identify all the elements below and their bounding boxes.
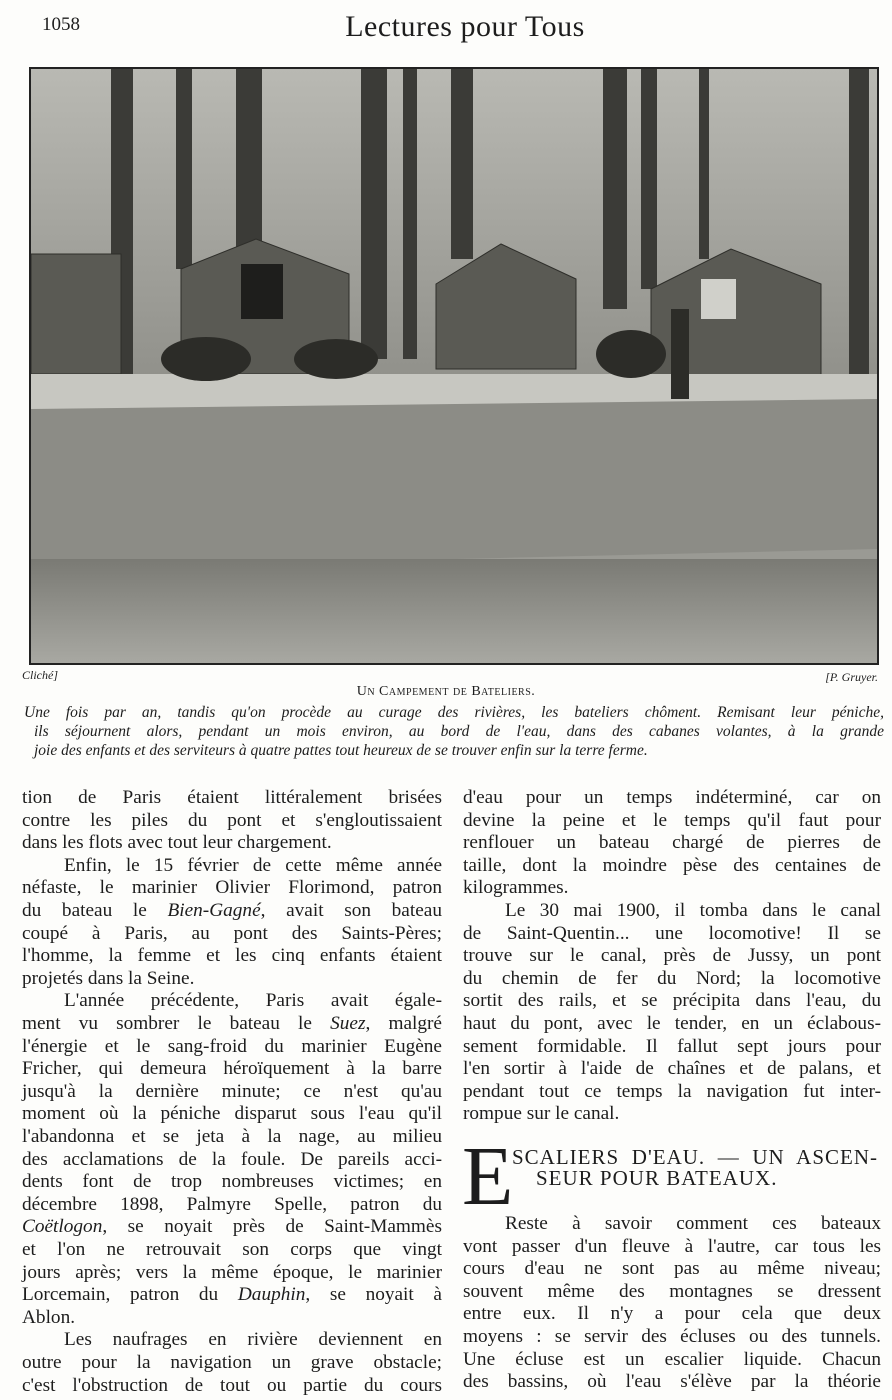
text-segment: kilogrammes. [463, 877, 569, 899]
text-line [22, 786, 442, 809]
text-segment: outre pour la navigation un grave obstacle; [22, 1352, 442, 1373]
text-segment: des bassins, où l'eau s'élève par la théorie [463, 1371, 881, 1393]
text-segment: , se noyait près de Saint-Mammès [102, 1216, 442, 1238]
text-line [64, 1328, 442, 1351]
text-segment: , malgré [365, 1013, 442, 1034]
text-segment: Fricher, qui demeura héroïquement à la barre [22, 1058, 442, 1080]
text-segment: cours d'eau ne sont pas au même niveau; [463, 1258, 881, 1280]
ship-name: Dauphin [237, 1284, 306, 1306]
ship-name: Bien-Gagné [167, 900, 261, 921]
text-line [22, 1057, 442, 1080]
text-segment: rompue sur le canal. [463, 1103, 620, 1125]
text-segment: l'énergie et le sang-froid du marinier Eugène [22, 1035, 442, 1057]
text-line [22, 876, 442, 899]
text-line [463, 1102, 881, 1125]
photograph-boatmen-camp [29, 67, 879, 665]
text-line [463, 1302, 881, 1325]
text-line [22, 1035, 442, 1058]
text-segment: L'année précédente, Paris avait égale- [64, 990, 442, 1012]
text-line [463, 1057, 881, 1080]
caption-line: joie des enfants et des serviteurs à quatre pattes tout heureux de se trouver enfin sur la terre ferme. [34, 742, 648, 759]
text-segment: moment où la péniche disparut sous l'eau qu'il [22, 1103, 442, 1125]
text-segment: haut du pont, avec le tender, en un éclabous- [463, 1013, 881, 1034]
section-heading-line: SCALIERS D'EAU. — UN ASCEN- [512, 1145, 878, 1169]
text-line [463, 1035, 881, 1058]
text-line [22, 1306, 442, 1329]
text-line [22, 1351, 442, 1374]
text-segment: pendant tout ce temps la navigation fut inter- [463, 1080, 881, 1102]
text-segment: entre eux. Il n'y a pour cela que deux [463, 1303, 881, 1325]
text-segment: Reste à savoir comment ces bateaux [505, 1213, 881, 1234]
text-line [463, 1325, 881, 1348]
photographer-credit: [P. Gruyer. [825, 670, 878, 684]
text-segment: moyens : se servir des écluses ou des tunnels. [463, 1326, 881, 1347]
text-segment: et l'on ne retrouvait son corps que vingt [22, 1239, 442, 1260]
ship-name: Suez [330, 1013, 366, 1034]
text-segment: décembre 1898, Palmyre Spelle, patron du [22, 1193, 442, 1215]
photo-illustration [31, 69, 877, 663]
text-line [463, 854, 881, 877]
text-line [463, 809, 881, 832]
text-segment: , avait son bateau [260, 900, 442, 921]
text-line [463, 989, 881, 1012]
drop-cap: E [462, 1130, 514, 1223]
text-segment: jours après; vers la même époque, le marinier [22, 1261, 442, 1283]
text-segment: du chemin de fer du Nord; la locomotive [463, 967, 881, 989]
text-segment: dents font de trop nombreuses victimes; en [22, 1171, 442, 1193]
text-segment: de Saint-Quentin... une locomotive! Il se [463, 922, 881, 944]
text-line [22, 1080, 442, 1103]
text-line [463, 967, 881, 990]
text-line [463, 786, 881, 809]
text-segment: jusqu'à la dernière minute; ce n'est qu'au [22, 1080, 442, 1102]
text-segment: Les naufrages en rivière deviennent en [64, 1329, 442, 1351]
text-line [463, 1012, 881, 1035]
text-segment: des acclamations de la foule. De pareils acci- [22, 1148, 442, 1170]
figure-title: Un Campement de Bateliers. [356, 684, 536, 699]
text-line [463, 1235, 881, 1258]
text-segment: néfaste, le marinier Olivier Florimond, patron [22, 877, 442, 899]
text-segment: Lorcemain, patron du [22, 1284, 238, 1306]
journal-title: Lectures pour Tous [345, 10, 585, 43]
text-segment: l'homme, la femme et les cinq enfants étaient [22, 945, 442, 967]
text-segment: Enfin, le 15 février de cette même année [64, 854, 442, 876]
text-line [22, 1215, 442, 1238]
text-segment: taille, dont la moindre pèse des centaines de [463, 854, 881, 876]
caption-line: Une fois par an, tandis qu'on procède au curage des rivières, les bateliers chôment. Remisant leur péniche, [24, 704, 884, 721]
text-line [22, 1012, 442, 1035]
text-segment: , se noyait à [305, 1284, 442, 1306]
text-line [22, 967, 442, 990]
text-line [22, 809, 442, 832]
text-segment: l'abandonna et se jeta à la nage, au milieu [22, 1126, 442, 1147]
text-line [463, 1280, 881, 1303]
text-line [463, 944, 881, 967]
text-segment: sortit des rails, et se précipita dans l'eau, du [463, 990, 881, 1012]
text-line [22, 1125, 442, 1148]
text-line [64, 854, 442, 877]
text-segment: ment vu sombrer le bateau le [22, 1013, 331, 1034]
text-segment: tion de Paris étaient littéralement brisées [22, 787, 442, 808]
text-segment: coupé à Paris, au pont des Saints-Pères; [22, 922, 442, 944]
text-line [463, 1370, 881, 1393]
text-segment: l'en sortir à l'aide de chaînes et de palans, et [463, 1058, 881, 1080]
text-segment: contre les piles du pont et s'engloutissaient [22, 809, 442, 831]
text-line [22, 944, 442, 967]
text-line [22, 899, 442, 922]
text-line [463, 876, 881, 899]
text-segment: Le 30 mai 1900, il tomba dans le canal [505, 900, 881, 921]
text-segment: trouve sur le canal, près de Jussy, un pont [463, 945, 881, 967]
text-segment: souvent même des montagnes se dressent [463, 1280, 881, 1302]
text-line [22, 1238, 442, 1261]
text-line [22, 831, 442, 854]
text-segment: d'eau pour un temps indéterminé, car on [463, 787, 881, 808]
text-line [22, 922, 442, 945]
text-line [64, 989, 442, 1012]
text-segment: renflouer un bateau chargé de pierres de [463, 832, 881, 854]
text-line [463, 831, 881, 854]
text-line [22, 1102, 442, 1125]
text-line [463, 1257, 881, 1280]
section-heading-line: SEUR POUR BATEAUX. [536, 1166, 778, 1190]
text-segment: devine la peine et le temps qu'il faut pour [463, 809, 881, 831]
photo-credit-label: Cliché] [22, 668, 58, 682]
text-line [22, 1193, 442, 1216]
ship-name: Coëtlogon [22, 1216, 103, 1238]
text-line [22, 1170, 442, 1193]
text-segment: sement formidable. Il fallut sept jours pour [463, 1035, 881, 1057]
text-segment: du bateau le [22, 900, 168, 921]
text-segment: Ablon. [22, 1306, 76, 1328]
text-segment: c'est l'obstruction de tout ou partie du cours [22, 1374, 442, 1396]
text-line [22, 1261, 442, 1284]
text-line [505, 1212, 881, 1235]
text-segment: vont passer d'un fleuve à l'autre, car tous les [463, 1235, 881, 1257]
text-segment: projetés dans la Seine. [22, 967, 195, 989]
text-line [22, 1148, 442, 1171]
caption-line: ils séjournent alors, pendant un mois environ, au bord de l'eau, dans des cabanes volantes, à la grande [34, 723, 884, 740]
text-line [22, 1374, 442, 1397]
text-segment: Une écluse est un escalier liquide. Chacun [463, 1348, 881, 1370]
text-segment: dans les flots avec tout leur chargement. [22, 832, 332, 854]
text-line [22, 1283, 442, 1306]
text-line [463, 1348, 881, 1371]
text-line [463, 1080, 881, 1103]
text-line [505, 899, 881, 922]
page-number: 1058 [42, 14, 80, 35]
text-line [463, 922, 881, 945]
